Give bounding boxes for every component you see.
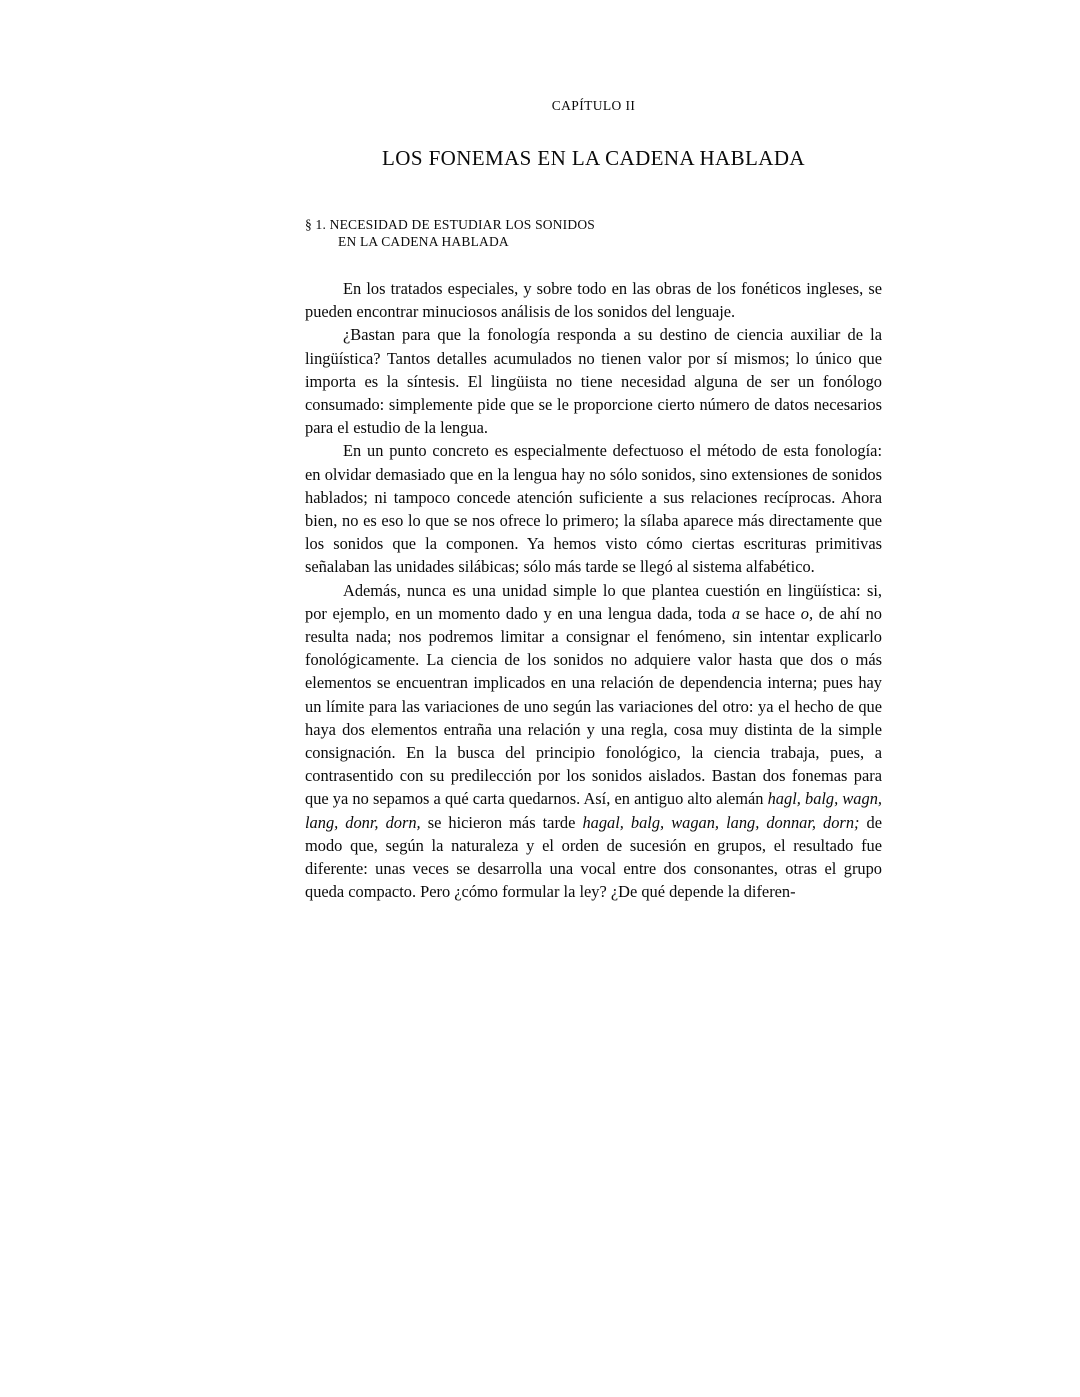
paragraph	[305, 579, 882, 904]
section-heading-line1: § 1. NECESIDAD DE ESTUDIAR LOS SONIDOS	[305, 217, 595, 232]
paragraph	[305, 439, 882, 578]
text-run: En los tratados especiales, y sobre todo en las obras de los fonéticos ingleses, se pueden encontrar minuciosos análisis de los sonidos del lenguaje.	[305, 279, 882, 322]
text-run: se hicieron más tarde	[420, 812, 583, 832]
section-heading	[305, 216, 882, 250]
italic-text-run: hagal, balg, wagan, lang, donnar, dorn;	[582, 812, 860, 832]
text-run: de ahí no resulta nada; nos podremos limitar a consignar el fenómeno, sin intentar explicarlo fonológicamente. La ciencia de los sonidos no adquiere valor hasta que dos o más elementos se encuentran implicados en una relación de dependencia interna; pues hay un límite para las variaciones de uno según las variaciones del otro: ya el hecho de que haya dos elementos entraña una relación y una regla, cosa muy distinta de la simple consignación. En la busca del principio fonológico, la ciencia trabaja, pues, a contrasentido con su predilección por los sonidos aislados. Bastan dos fonemas para que ya no sepamos a qué carta quedarnos. Así, en antiguo alto alemán	[305, 603, 882, 809]
chapter-label: CAPÍTULO II	[551, 98, 636, 113]
text-run: ¿Bastan para que la fonología responda a su destino de ciencia auxiliar de la lingüística? Tantos detalles acumulados no tienen valor por sí mismos; lo único que importa es la síntesis. El lingüista no tiene necesidad alguna de ser un fonólogo consumado: simplemente pide que se le proporcione cierto número de datos necesarios para el estudio de la lengua.	[305, 325, 882, 438]
italic-text-run: a	[731, 603, 741, 623]
paragraph	[305, 277, 882, 323]
text-run: se hace	[740, 603, 801, 623]
text-run: En un punto concreto es especialmente defectuoso el método de esta fonología: en olvidar demasiado que en la lengua hay no sólo sonidos, sino extensiones de sonidos hablados; ni tampoco concede atención suficiente a sus relaciones recíprocas. Ahora bien, no es eso lo que se nos ofrece lo primero; la sílaba aparece más directamente que los sonidos que la componen. Ya hemos visto cómo ciertas escrituras primitivas señalaban las unidades silábicas; sólo más tarde se llegó al sistema alfabético.	[305, 441, 882, 577]
text-run: de modo que, según la naturaleza y el orden de sucesión en grupos, el resultado fue diferente: unas veces se desarrolla una vocal entre dos consonantes, otras el grupo queda compacto. Pero ¿cómo formular la ley? ¿De qué depende la diferen-	[305, 812, 882, 902]
section-heading-line2: EN LA CADENA HABLADA	[338, 234, 509, 249]
paragraph	[305, 323, 882, 439]
text-column	[305, 98, 882, 903]
body-paragraphs	[305, 277, 882, 903]
italic-text-run: hagl, balg, wagn, lang, donr, dorn,	[305, 789, 882, 832]
text-run: Además, nunca es una unidad simple lo que plantea cuestión en lingüística: si, por ejemplo, en un momento dado y en una lengua dada, toda	[305, 580, 882, 623]
page-title: LOS FONEMAS EN LA CADENA HABLADA	[382, 146, 805, 170]
italic-text-run: o,	[800, 603, 814, 623]
